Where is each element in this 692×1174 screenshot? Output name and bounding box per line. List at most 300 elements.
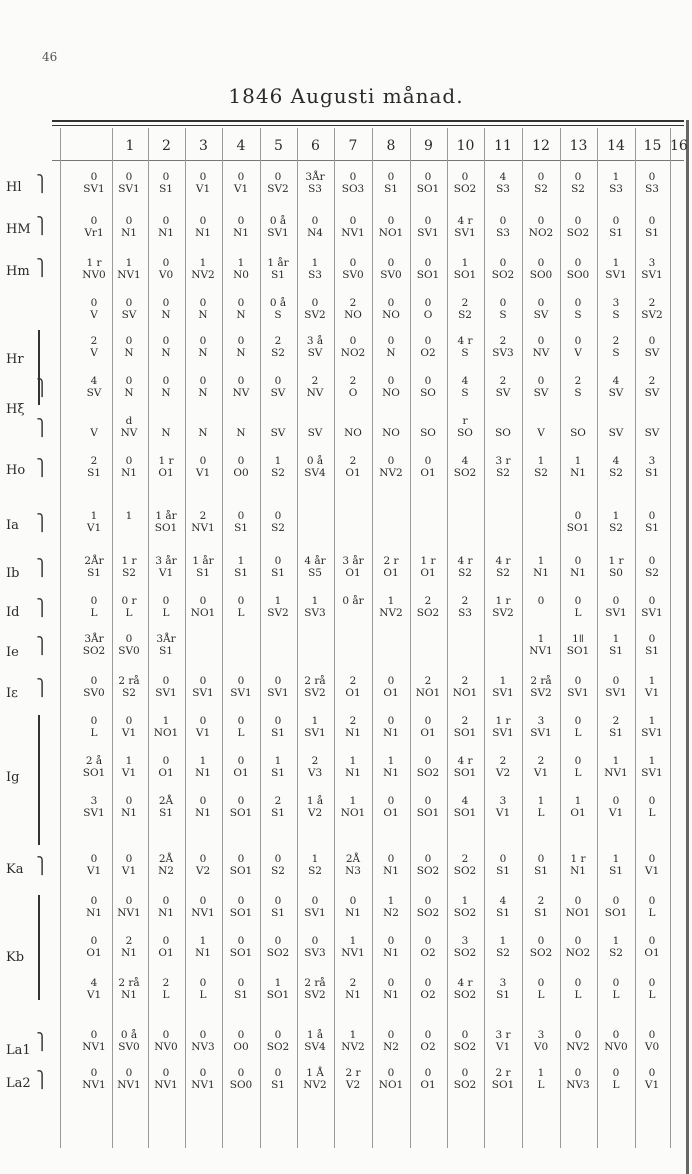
table-cell: 0 [162, 755, 170, 767]
table-cell: S1 [645, 467, 659, 479]
table-cell: 2 [648, 297, 656, 309]
table-cell: N1 [195, 767, 211, 779]
table-cell: 1 [461, 895, 469, 907]
table-cell: S1 [271, 567, 285, 579]
table-cell: 1 [612, 755, 620, 767]
table-cell: 2 [349, 977, 357, 989]
table-cell: 2 rå [118, 675, 140, 687]
table-cell: O [423, 309, 433, 321]
day-header: 14 [607, 138, 625, 154]
table-cell: NV1 [341, 947, 365, 959]
table-cell: 4 [461, 795, 469, 807]
table-cell: 0 [237, 795, 245, 807]
row-label-hm: HM [6, 222, 31, 237]
table-cell: 1 [199, 755, 207, 767]
table-cell: 4 r [457, 977, 473, 989]
table-cell: 1 [311, 257, 319, 269]
table-cell: V [90, 427, 98, 439]
table-cell: O1 [158, 467, 174, 479]
table-cell: SV0 [342, 269, 364, 281]
table-cell: V1 [608, 807, 624, 819]
table-cell: S [574, 387, 582, 399]
table-cell: 2 [461, 297, 469, 309]
table-cell: O1 [420, 1079, 436, 1091]
table-cell: 1 r [86, 257, 102, 269]
table-cell: SO1 [229, 865, 253, 877]
table-cell: 1 [648, 715, 656, 727]
table-cell: S1 [271, 727, 285, 739]
table-cell: 0 [90, 935, 98, 947]
table-cell: NO2 [565, 947, 591, 959]
table-cell: 0 [199, 215, 207, 227]
day-header: 3 [199, 138, 208, 154]
table-cell: 0 [237, 455, 245, 467]
table-cell: 0 [199, 853, 207, 865]
table-cell: SV0 [380, 269, 402, 281]
table-cell: 1 år [192, 555, 214, 567]
table-cell: 1 [537, 633, 545, 645]
table-cell: 0 [237, 215, 245, 227]
table-cell: SV [121, 309, 137, 321]
table-cell: S1 [534, 865, 548, 877]
table-cell: 0 [574, 257, 582, 269]
table-cell: SO1 [416, 807, 440, 819]
table-cell: N [198, 387, 208, 399]
table-cell: 0 [424, 297, 432, 309]
table-cell: 0 [125, 375, 133, 387]
table-cell: 1 [237, 555, 245, 567]
table-cell: 0 [349, 215, 357, 227]
table-cell: SV1 [641, 727, 663, 739]
table-cell: 2 [349, 455, 357, 467]
table-cell: 1 [125, 257, 133, 269]
table-cell: 0 [424, 171, 432, 183]
table-cell: 0 [574, 1029, 582, 1041]
table-cell: 0 [199, 375, 207, 387]
table-cell: 0 [199, 895, 207, 907]
table-cell: 0 [648, 853, 656, 865]
table-cell: 0 [199, 171, 207, 183]
table-cell: 0 [424, 1067, 432, 1079]
table-cell: 0 [537, 215, 545, 227]
brace-icon: ⎫ [36, 558, 48, 577]
table-cell: 2 [537, 755, 545, 767]
table-cell: V3 [307, 767, 323, 779]
table-cell: N1 [195, 947, 211, 959]
table-cell: SV1 [304, 727, 326, 739]
table-cell: S2 [122, 687, 136, 699]
table-cell: S1 [384, 183, 398, 195]
table-cell: 2 [424, 595, 432, 607]
table-cell: 1 [311, 853, 319, 865]
table-cell: 0 [90, 675, 98, 687]
table-cell: 1 [311, 715, 319, 727]
table-cell: d [125, 415, 133, 427]
table-cell: SV1 [530, 727, 552, 739]
table-cell: 1 [199, 935, 207, 947]
brace-icon: ⎫ [36, 1032, 48, 1051]
table-cell: 1 r [495, 595, 511, 607]
table-cell: N2 [158, 865, 174, 877]
table-cell: SO2 [416, 607, 440, 619]
table-cell: 2 [311, 755, 319, 767]
table-cell: S1 [496, 989, 510, 1001]
table-cell: SV [307, 427, 323, 439]
table-cell: 1 [274, 455, 282, 467]
row-label-ia: Ia [6, 518, 19, 533]
table-cell: S2 [458, 309, 472, 321]
table-cell: N1 [533, 567, 549, 579]
table-cell: N1 [233, 227, 249, 239]
table-cell: L [648, 907, 656, 919]
table-cell: S3 [609, 183, 623, 195]
table-cell: 0 [349, 257, 357, 269]
table-cell: SV2 [304, 309, 326, 321]
table-cell: 2 rå [304, 977, 326, 989]
table-cell: 1 r [570, 853, 586, 865]
table-cell: 4 [612, 455, 620, 467]
table-cell: 0 [387, 675, 395, 687]
header-rule [52, 160, 684, 161]
table-cell: SO1 [453, 269, 477, 281]
table-cell: O1 [86, 947, 102, 959]
table-cell: 0 [237, 1067, 245, 1079]
brace-icon: ⎫ [36, 258, 48, 277]
table-cell: 0 [274, 555, 282, 567]
table-cell: 2 [349, 675, 357, 687]
table-cell: 0 [237, 510, 245, 522]
table-cell: S1 [234, 567, 248, 579]
table-cell: 1 [349, 1029, 357, 1041]
table-cell: NV1 [117, 1079, 141, 1091]
table-cell: V1 [644, 687, 660, 699]
table-cell: S2 [271, 522, 285, 534]
table-cell: 0 [424, 755, 432, 767]
row-label-he: Hξ [6, 402, 25, 417]
table-cell: SO2 [453, 947, 477, 959]
table-cell: SO3 [341, 183, 365, 195]
table-cell: O0 [233, 1041, 249, 1053]
table-cell: N2 [383, 907, 399, 919]
table-cell: SV1 [417, 227, 439, 239]
table-cell: 0 [162, 215, 170, 227]
table-cell: 4 [90, 977, 98, 989]
table-cell: N [124, 387, 134, 399]
table-cell: S2 [609, 522, 623, 534]
table-cell: 0 [574, 935, 582, 947]
table-cell: N1 [383, 989, 399, 1001]
table-cell: 1 [274, 977, 282, 989]
table-cell: 4 år [304, 555, 326, 567]
table-cell: L [537, 989, 545, 1001]
table-cell: 0 [237, 755, 245, 767]
table-cell: NV1 [604, 767, 628, 779]
table-cell: 1 [612, 510, 620, 522]
table-cell: N [236, 347, 246, 359]
table-cell: 4 r [457, 335, 473, 347]
table-cell: S2 [609, 947, 623, 959]
table-cell: O1 [383, 807, 399, 819]
table-cell: N1 [383, 947, 399, 959]
table-cell: 1 [387, 895, 395, 907]
table-cell: NO1 [565, 907, 591, 919]
table-cell: O1 [420, 567, 436, 579]
table-cell: 0 [574, 215, 582, 227]
table-cell: 1 [125, 510, 133, 522]
table-cell: 3 [499, 977, 507, 989]
table-cell: 1 r [121, 555, 137, 567]
table-cell: 0 [537, 375, 545, 387]
table-cell: SO2 [453, 1041, 477, 1053]
table-cell: 0 [199, 1029, 207, 1041]
table-cell: SV2 [304, 989, 326, 1001]
table-cell: 0 [237, 375, 245, 387]
table-cell: 0 [125, 215, 133, 227]
table-cell: O2 [420, 989, 436, 1001]
table-cell: 2 rå [530, 675, 552, 687]
table-cell: V1 [158, 567, 174, 579]
table-cell: O1 [345, 467, 361, 479]
table-cell: S1 [609, 227, 623, 239]
table-cell: 0 [461, 171, 469, 183]
row-group-brace [38, 715, 40, 845]
table-cell: 0 [199, 595, 207, 607]
table-cell: NO [382, 387, 400, 399]
table-cell: 0 [648, 977, 656, 989]
table-cell: SV1 [267, 687, 289, 699]
row-label-hm: Hm [6, 264, 30, 279]
table-cell: SV [608, 427, 624, 439]
table-cell: 0 [612, 1067, 620, 1079]
table-cell: S1 [609, 727, 623, 739]
table-cell: O1 [345, 567, 361, 579]
table-cell: S1 [609, 645, 623, 657]
table-cell: 2 [648, 375, 656, 387]
table-cell: S1 [271, 807, 285, 819]
table-cell: NV2 [341, 1041, 365, 1053]
day-header: 6 [311, 138, 320, 154]
table-cell: SV0 [118, 645, 140, 657]
table-cell: 2 r [495, 1067, 511, 1079]
table-cell: SO1 [416, 183, 440, 195]
table-cell: 1 [499, 675, 507, 687]
table-cell: S1 [159, 807, 173, 819]
table-cell: SV2 [492, 607, 514, 619]
table-cell: 0 [537, 977, 545, 989]
table-cell: 0 [199, 1067, 207, 1079]
table-cell: 1 [237, 257, 245, 269]
day-header: 11 [494, 138, 512, 154]
table-cell: 4 [499, 171, 507, 183]
table-cell: SV1 [605, 687, 627, 699]
table-cell: 1 [125, 755, 133, 767]
table-cell: N3 [345, 865, 361, 877]
table-cell: 0 [387, 171, 395, 183]
table-cell: SO1 [154, 522, 178, 534]
table-cell: S3 [458, 607, 472, 619]
table-cell: 0 å [269, 215, 287, 227]
table-cell: V [574, 347, 582, 359]
table-cell: NO1 [190, 607, 216, 619]
table-cell: 0 [125, 853, 133, 865]
column-divider [60, 128, 61, 1148]
table-cell: SV1 [492, 727, 514, 739]
table-cell: 2 [199, 510, 207, 522]
table-cell: 2 [499, 375, 507, 387]
table-cell: 1 år [155, 510, 177, 522]
table-cell: 0 [274, 715, 282, 727]
table-cell: 0 [274, 853, 282, 865]
table-cell: S3 [496, 183, 510, 195]
table-cell: O [348, 387, 358, 399]
table-cell: 0 [274, 1029, 282, 1041]
table-cell: 0 [311, 297, 319, 309]
table-cell: V1 [86, 989, 102, 1001]
table-cell: N [161, 309, 171, 321]
day-header: 1 [125, 138, 135, 154]
table-cell: 1 år [267, 257, 289, 269]
table-cell: SO2 [266, 947, 290, 959]
table-cell: 0 [612, 977, 620, 989]
table-cell: 0 [461, 1029, 469, 1041]
table-cell: 1 [199, 257, 207, 269]
table-cell: 1 [349, 935, 357, 947]
table-cell: NV2 [379, 467, 403, 479]
table-cell: S [612, 309, 620, 321]
table-cell: 0 [648, 595, 656, 607]
table-cell: 0 [461, 1067, 469, 1079]
table-cell: 0 [162, 895, 170, 907]
table-cell: SV3 [304, 947, 326, 959]
table-cell: N1 [570, 567, 586, 579]
table-cell: V [90, 309, 98, 321]
table-cell: L [537, 807, 545, 819]
table-cell: SO1 [491, 1079, 515, 1091]
table-cell: S [612, 347, 620, 359]
table-cell: 0 [349, 335, 357, 347]
table-cell: 0 [125, 171, 133, 183]
table-cell: 2 [311, 375, 319, 387]
table-cell: NV0 [604, 1041, 628, 1053]
brace-icon: ⎫ [36, 418, 48, 437]
table-cell: V1 [195, 727, 211, 739]
table-cell: N1 [383, 767, 399, 779]
table-cell: S2 [271, 865, 285, 877]
table-cell: 3År [156, 633, 176, 645]
table-cell: 0 [237, 1029, 245, 1041]
table-cell: 3 år [155, 555, 177, 567]
brace-icon: ⎫ [36, 378, 48, 397]
table-cell: NO1 [378, 227, 404, 239]
table-cell: SV [644, 387, 660, 399]
table-cell: V1 [533, 767, 549, 779]
table-cell: N1 [121, 989, 137, 1001]
table-cell: 0 [424, 455, 432, 467]
table-cell: N1 [158, 227, 174, 239]
table-cell: NO2 [340, 347, 366, 359]
table-cell: N1 [570, 467, 586, 479]
table-cell: V [537, 427, 545, 439]
table-cell: 0 [125, 715, 133, 727]
table-cell: 0 [424, 335, 432, 347]
table-cell: 0 [162, 1029, 170, 1041]
table-cell: V2 [495, 767, 511, 779]
table-cell: SV1 [118, 183, 140, 195]
row-group-brace [38, 895, 40, 1000]
table-cell: N4 [307, 227, 323, 239]
table-cell: O1 [233, 767, 249, 779]
table-cell: 2 [162, 977, 170, 989]
table-cell: L [162, 607, 170, 619]
table-cell: 0 [387, 715, 395, 727]
table-cell: 0 [574, 555, 582, 567]
table-cell: SO0 [229, 1079, 253, 1091]
table-cell: 2 [461, 675, 469, 687]
table-cell: SV [495, 387, 511, 399]
day-header: 2 [162, 138, 171, 154]
table-cell: 0 [199, 977, 207, 989]
table-cell: N0 [233, 269, 249, 281]
table-cell: NO1 [415, 687, 441, 699]
table-cell: SO2 [453, 1079, 477, 1091]
table-cell: N1 [383, 727, 399, 739]
table-cell: 0 [162, 675, 170, 687]
table-cell: 1 [648, 675, 656, 687]
table-cell: N [161, 427, 171, 439]
table-cell: 0 [349, 171, 357, 183]
table-cell: N1 [121, 947, 137, 959]
table-cell: S1 [271, 269, 285, 281]
table-cell: 1 [537, 795, 545, 807]
table-cell: 3 å [306, 335, 324, 347]
table-cell: SV2 [530, 687, 552, 699]
day-header: 7 [348, 138, 358, 154]
table-cell: 0 [499, 257, 507, 269]
table-cell: N1 [195, 807, 211, 819]
table-cell: NV0 [154, 1041, 178, 1053]
table-cell: 3 [648, 257, 656, 269]
table-cell: N1 [345, 727, 361, 739]
table-cell: S2 [571, 183, 585, 195]
table-cell: 0 [125, 297, 133, 309]
table-cell: 0 [424, 257, 432, 269]
table-cell: 0 [537, 335, 545, 347]
table-cell: 1 [461, 257, 469, 269]
table-cell: S5 [308, 567, 322, 579]
table-cell: 1 [537, 1067, 545, 1079]
table-cell: V1 [121, 865, 137, 877]
table-cell: N1 [121, 807, 137, 819]
table-cell: 0 [387, 297, 395, 309]
table-cell: 3 [537, 715, 545, 727]
table-cell: S [461, 387, 469, 399]
table-cell: S1 [496, 865, 510, 877]
table-cell: 2 r [383, 555, 399, 567]
table-cell: SV1 [155, 687, 177, 699]
table-cell: 0 r [121, 595, 137, 607]
table-cell: 0 [90, 215, 98, 227]
table-cell: N1 [158, 907, 174, 919]
table-cell: 1 [162, 715, 170, 727]
table-cell: O0 [233, 467, 249, 479]
row-label-hl: Hl [6, 180, 22, 195]
table-cell: 1 [90, 510, 98, 522]
table-cell: 0 [612, 595, 620, 607]
table-cell: S3 [496, 227, 510, 239]
table-cell: L [648, 989, 656, 1001]
table-cell: NO1 [378, 1079, 404, 1091]
table-cell: SO1 [416, 269, 440, 281]
